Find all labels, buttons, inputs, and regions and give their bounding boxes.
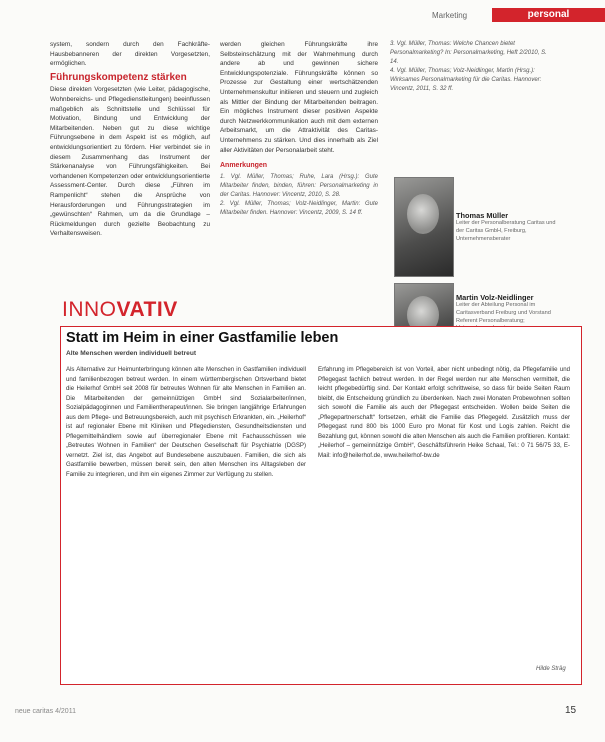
article-column-2	[220, 40, 378, 295]
intro-paragraph: system, sondern durch den Fachkräfte-Hausbebanneren der direkten Vorgesetzten, ermöglichen.	[50, 41, 210, 68]
section-label: Marketing	[432, 11, 468, 20]
note-4: 4. Vgl. Müller, Thomas; Volz-Neidlinger, Martin (Hrsg.): Wirksames Personalmarketing für die Caritas. Hannover: Vincentz, 2011, S. 32 ff.	[390, 68, 542, 92]
body-paragraph: Diese direkten Vorgesetzten (wie Leiter, pädagogische, Wohnbereichs- und Pflegedienstleitungen) beeinflussen maßgeblich als Schnittstelle und Schlüssel für Motivation, Bindung und Entwicklung der Mitarbeitenden. Neben gut zu diese wichtige Führungsebene in dem Aspekt ist es möglich, auf entwicklungsorientiert zu fördern. Hier verbindet sie in diesem Zusammenhang das Instrument der Stärkenanalyse von Führungsfähigkeiten. Bei vorhandenen Kompetenzen oder entwicklungsorientierte Assessment-Center. Durch diese „Führen im Rampenlicht“ stehen die Ansprüche von Herausforderungen und Führungsstrategien im „gewünschten“ Rahmen, um da die Grundlage – Rückmeldungen durch gezielte Beobachtung zu Verhaltensweisen.	[50, 86, 210, 238]
notes-list	[220, 173, 378, 218]
innovativ-suffix: VATIV	[116, 298, 178, 321]
box-paragraph-2: Erfahrung im Pflegebereich ist von Vorteil, aber nicht unbedingt nötig, da Pflegefamilie und Pflegegast fachlich betreut werden. In der Regel werden nur alte Menschen vermittelt, die leicht pflegebedürftig sind. Der Kontakt erfolgt schrittweise, so dass für beide Seiten Raum bleibt, die Entscheidung gründlich zu überdenken. Nach zwei Monaten Probewohnen sollten sich sowohl die Familie als auch der Pflegegast entscheiden. Wollen beide Seiten die „Pflegepartnerschaft“ fortsetzen, erhält die Familie das Pflegegeld. Zusätzlich muss der Pflegegast rund 800 bis 1000 Euro pro Monat für Kost und Logis zahlen. Reicht die Bezahlung gut, können sowohl die alten Menschen als auch die Familien profitieren. Kontakt: „Heilerhof – gemeinnützige GmbH“, Geschäftsführerin Heike Schaal, Tel.: 0 71 56/75 33, E-Mail: info@heilerhof.de, www.heilerhof-bw.de	[318, 366, 570, 459]
author-name: Thomas Müller	[456, 211, 509, 220]
body-paragraph-2: werden gleichen Führungskräfte ihre Selbsteinschätzung mit der Wahrnehmung durch andere ab und gewinnen sichere Entwicklungspotenziale. Führungskräfte können so Prozesse zur Gestaltung einer wertschätzenden Unternehmenskultur initiieren und steuern und zugleich als Mittler der Bindung der Mitarbeitenden beitragen. Ein mögliches Instrument dieser positiven Aspekte durch Netzwerkkommunikation auch mit dem externen Arbeitsmarkt, um die Attraktivität des Caritas-Unternehmens zu stärken. Und dies innerhalb als Ziel aller Aktivitäten der Personalarbeit steht.	[220, 41, 378, 154]
note-1: 1. Vgl. Müller, Thomas; Ruhe, Lara (Hrsg.): Gute Mitarbeiter finden, binden, führen: Personalmarketing in der Caritas. Hannover: Vincentz, 2010, S. 28.	[220, 173, 378, 198]
footer-publication: neue caritas 4/2011	[15, 708, 76, 715]
author-description: Leiter der Personalberatung Caritas und der Caritas GmbH, Freiburg, Unternehmensberater	[456, 220, 556, 242]
author-photo-mueller	[394, 177, 454, 277]
note-3: 3. Vgl. Müller, Thomas: Welche Chancen bietet Personalmarketing? In: Personalmarketing, Heft 2/2010, S. 14.	[390, 41, 547, 65]
notes-column-3	[390, 40, 555, 94]
box-paragraph-1: Als Alternative zur Heimunterbringung können alte Menschen in Gastfamilien individuell und familienbezogen betreut werden. In einem württembergischen Ortsverband bietet die Heilerhof GmbH seit 2008 für betreutes Wohnen für alte Menschen in Familien an. Die Mitarbeitenden der gemeinnützigen GmbH sind Sozialarbeiter/innen, Sozialpädagoginnen und Familientherapeut/innen. Sie bringen langjährige Erfahrungen aus dem Pflege- und Betreuungsbereich, auch mit psychisch Erkrankten, ein. „Heilerhof“ ist auf regionaler Ebene mit Kliniken und Pflegediensten, Gesundheitsdiensten und Pflegemittelhändlern sowie auf überregionaler Ebene mit Fachausschüssen wie „Betreutes Wohnen in Familien“ der Deutschen Gesellschaft für Psychiatrie (DGSP) vernetzt. Ziel ist, das Angebot auf Bundesebene auszubauen. Familien, die sich als Gastfamilie bewerben, müssen bereit sein, den alten Menschen ins Alltagsleben der Familie zu integrieren, und ihm ein eigenes Zimmer zur Verfügung zu stellen.	[66, 366, 306, 478]
box-subtitle: Alte Menschen werden individuell betreut	[66, 350, 197, 357]
notes-heading: Anmerkungen	[220, 162, 268, 170]
box-title: Statt im Heim in einer Gastfamilie leben	[66, 330, 339, 346]
author-info-mueller	[456, 211, 556, 243]
innovativ-prefix: INNO	[62, 298, 117, 321]
box-signature: Hilde Sträg	[536, 666, 566, 672]
author-name: Martin Volz-Neidlinger	[456, 293, 534, 302]
page-number: 15	[565, 705, 577, 716]
author-description: Leiter der Abteilung Personal im Caritasverband Freiburg und Vorstand Referent Personalberatung;	[456, 302, 551, 324]
box-column-1	[66, 365, 306, 665]
subhead-fuehrungskompetenz: Führungskompetenz stärken	[50, 71, 187, 83]
note-2: 2. Vgl. Müller, Thomas; Volz-Neidlinger, Martin: Gute Mitarbeiter finden. Hannover: Vincentz, 2009, S. 14 ff.	[220, 200, 378, 216]
innovativ-heading	[62, 298, 178, 322]
box-column-2	[318, 365, 570, 665]
personal-tag: personal	[492, 8, 605, 22]
article-column-1	[50, 40, 210, 295]
